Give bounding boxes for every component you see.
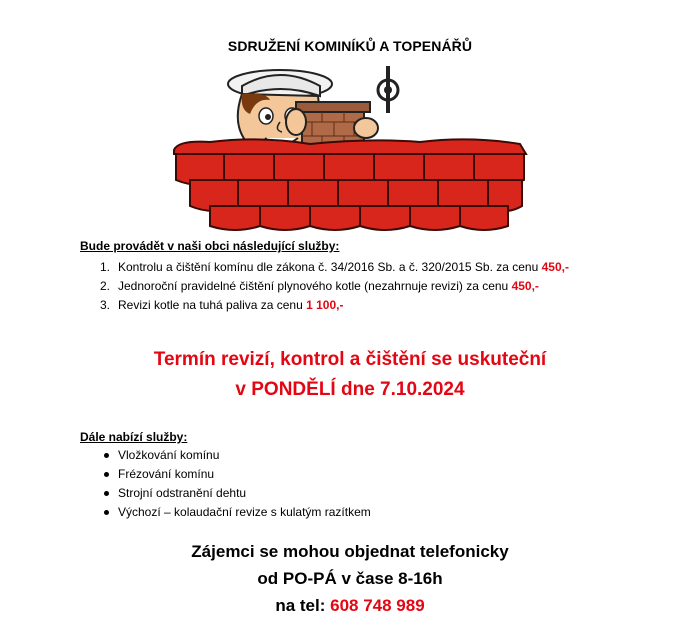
bullet-icon [104, 472, 109, 477]
list-item [80, 296, 569, 315]
item-text: Výchozí – kolaudační revize s kulatým razítkem [118, 505, 371, 519]
chimney-sweep-illustration [170, 58, 530, 236]
bullet-icon [104, 453, 109, 458]
item-text: Strojní odstranění dehtu [118, 486, 247, 500]
item-number: 3. [100, 298, 111, 312]
contact-line-3 [0, 592, 700, 619]
page-title: SDRUŽENÍ KOMINÍKŮ A TOPENÁŘŮ [227, 38, 473, 54]
other-services-list [80, 446, 371, 522]
item-price: 450,- [511, 279, 539, 293]
list-item [80, 484, 371, 503]
phone-label: na tel: [275, 596, 331, 615]
announcement [0, 345, 700, 405]
item-text: Frézování komínu [118, 467, 215, 481]
list-item [80, 446, 371, 465]
list-item [80, 465, 371, 484]
brush-icon [378, 66, 398, 113]
bullet-icon [104, 510, 109, 515]
contact-line-2: od PO-PÁ v čase 8-16h [257, 569, 443, 588]
bullet-icon [104, 491, 109, 496]
announcement-line-1: Termín revizí, kontrol a čištění se uskuteční [153, 349, 547, 370]
list-item [80, 258, 569, 277]
services-title: Bude provádět v naši obci následující služby: [80, 239, 340, 253]
item-price: 450,- [541, 260, 569, 274]
phone-number: 608 748 989 [330, 596, 425, 615]
announcement-line-2: v PONDĚLÍ dne 7.10.2024 [235, 379, 465, 400]
item-text: Revizi kotle na tuhá paliva za cenu [118, 298, 307, 312]
contact-line-1: Zájemci se mohou objednat telefonicky [191, 542, 509, 561]
item-text: Vložkování komínu [118, 448, 220, 462]
roof-icon [174, 139, 526, 230]
item-text: Kontrolu a čištění komínu dle zákona č. 34/2016 Sb. a č. 320/2015 Sb. za cenu [118, 260, 542, 274]
item-number: 2. [100, 279, 111, 293]
item-text: Jednoroční pravidelné čištění plynového kotle (nezahrnuje revizi) za cenu [118, 279, 512, 293]
contact-info [0, 538, 700, 619]
list-item [80, 503, 371, 522]
services-list [80, 258, 569, 315]
item-price: 1 100,- [306, 298, 344, 312]
item-number: 1. [100, 260, 111, 274]
list-item [80, 277, 569, 296]
other-services-title: Dále nabízí služby: [80, 430, 188, 444]
